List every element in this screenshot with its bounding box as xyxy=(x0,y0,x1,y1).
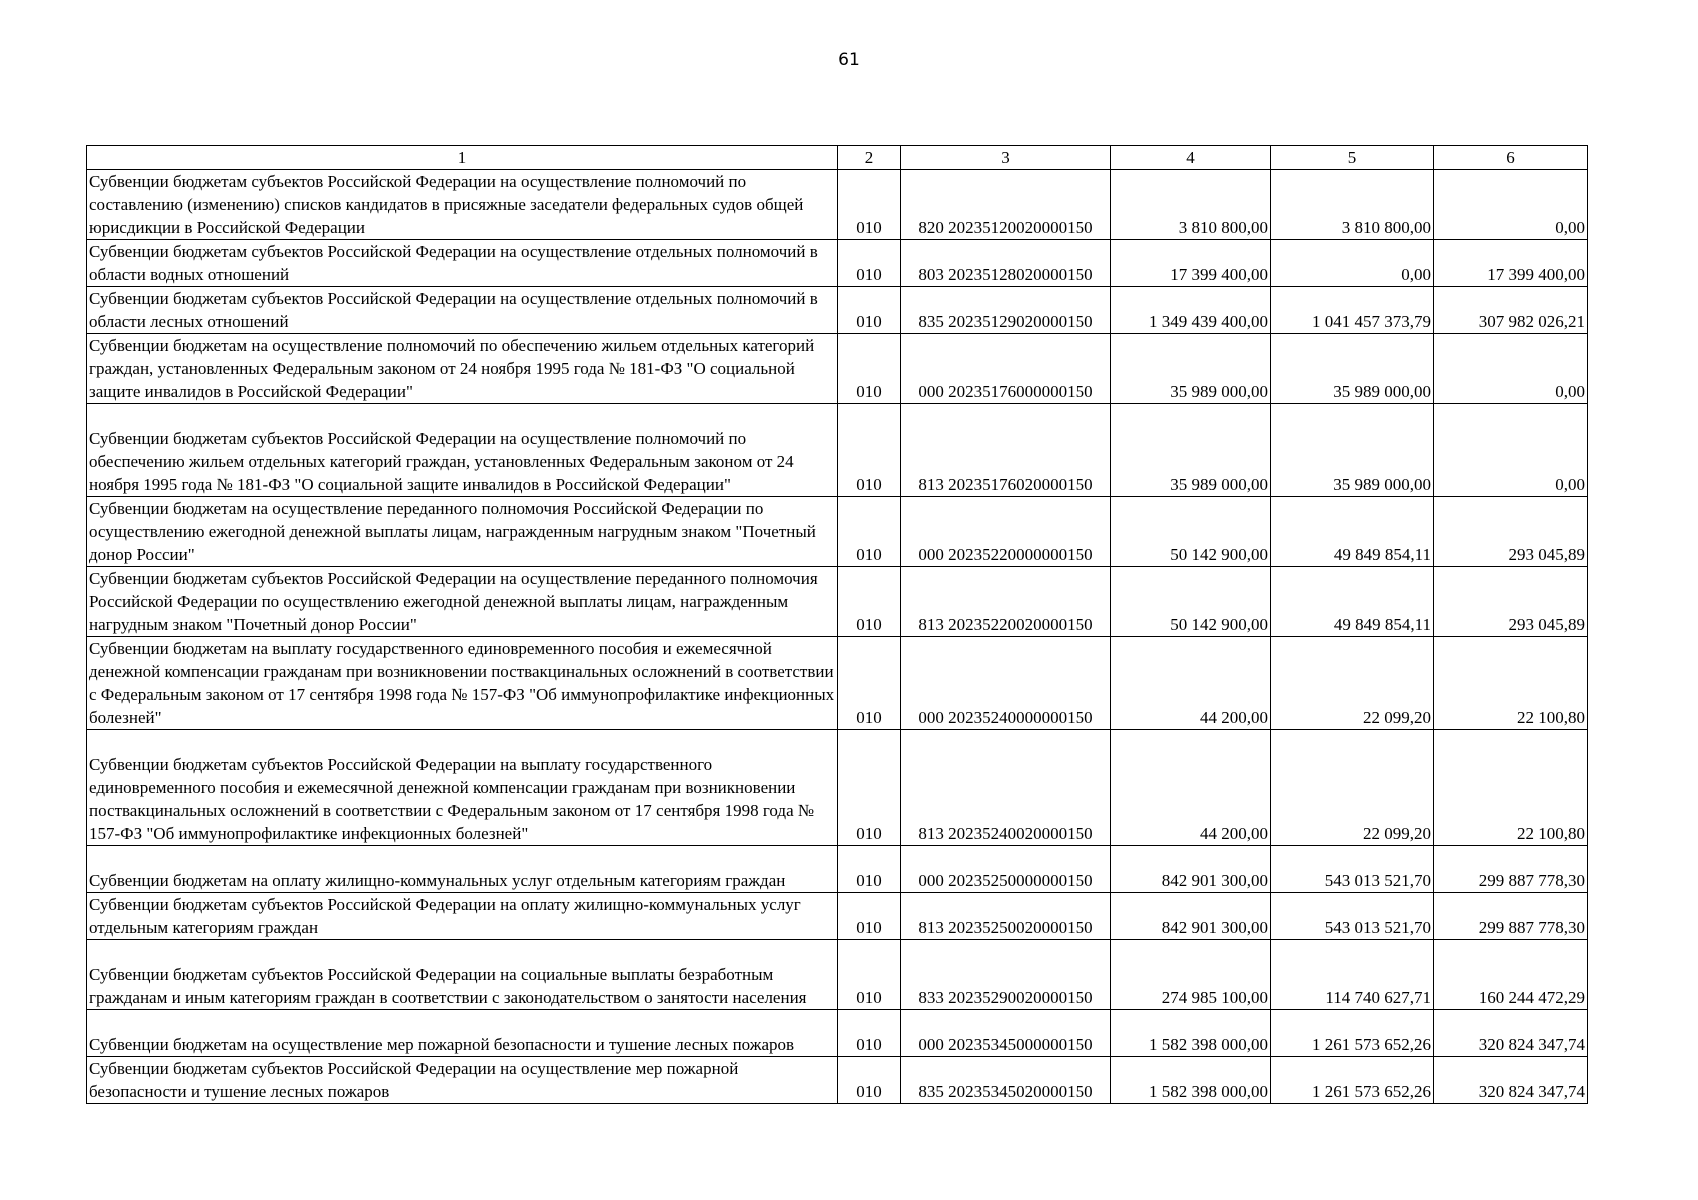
row-line-code: 010 xyxy=(838,893,901,940)
row-approved-amount: 44 200,00 xyxy=(1111,637,1271,730)
row-budget-code: 813 20235250020000150 xyxy=(901,893,1111,940)
row-line-code: 010 xyxy=(838,334,901,404)
row-line-code: 010 xyxy=(838,497,901,567)
row-description: Субвенции бюджетам на осуществление переданного полномочия Российской Федерации по осуществлению ежегодной денежной выплаты лицам, награжденным нагрудным знаком "Почетный донор России" xyxy=(87,497,838,567)
row-budget-code: 000 20235220000000150 xyxy=(901,497,1111,567)
row-approved-amount: 44 200,00 xyxy=(1111,730,1271,846)
row-remaining-amount: 22 100,80 xyxy=(1434,637,1588,730)
table-row xyxy=(87,170,1588,240)
row-budget-code: 820 20235120020000150 xyxy=(901,170,1111,240)
row-line-code: 010 xyxy=(838,637,901,730)
row-remaining-amount: 299 887 778,30 xyxy=(1434,893,1588,940)
row-budget-code: 813 20235240020000150 xyxy=(901,730,1111,846)
column-header: 5 xyxy=(1271,146,1434,170)
table-row xyxy=(87,1057,1588,1104)
row-budget-code: 000 20235250000000150 xyxy=(901,846,1111,893)
row-line-code: 010 xyxy=(838,404,901,497)
row-approved-amount: 1 349 439 400,00 xyxy=(1111,287,1271,334)
row-description: Субвенции бюджетам субъектов Российской Федерации на выплату государственного единовременного пособия и ежемесячной денежной компенсации гражданам при возникновении поствакцинальных осложнений в соответствии с Федеральным законом от 17 сентября 1998 года № 157-ФЗ "Об иммунопрофилактике инфекционных болезней" xyxy=(87,730,838,846)
row-budget-code: 000 20235345000000150 xyxy=(901,1010,1111,1057)
row-executed-amount: 114 740 627,71 xyxy=(1271,940,1434,1010)
row-description: Субвенции бюджетам на выплату государственного единовременного пособия и ежемесячной денежной компенсации гражданам при возникновении поствакцинальных осложнений в соответствии с Федеральным законом от 17 сентября 1998 года № 157-ФЗ "Об иммунопрофилактике инфекционных болезней" xyxy=(87,637,838,730)
row-line-code: 010 xyxy=(838,170,901,240)
row-description: Субвенции бюджетам субъектов Российской Федерации на осуществление полномочий по составлению (изменению) списков кандидатов в присяжные заседатели федеральных судов общей юрисдикции в Российской Федерации xyxy=(87,170,838,240)
row-budget-code: 835 20235345020000150 xyxy=(901,1057,1111,1104)
row-executed-amount: 1 261 573 652,26 xyxy=(1271,1057,1434,1104)
row-executed-amount: 22 099,20 xyxy=(1271,730,1434,846)
row-remaining-amount: 293 045,89 xyxy=(1434,567,1588,637)
table-row xyxy=(87,730,1588,846)
row-description: Субвенции бюджетам субъектов Российской Федерации на осуществление мер пожарной безопасности и тушение лесных пожаров xyxy=(87,1057,838,1104)
row-approved-amount: 842 901 300,00 xyxy=(1111,893,1271,940)
row-executed-amount: 1 041 457 373,79 xyxy=(1271,287,1434,334)
row-executed-amount: 35 989 000,00 xyxy=(1271,404,1434,497)
row-budget-code: 000 20235240000000150 xyxy=(901,637,1111,730)
row-executed-amount: 543 013 521,70 xyxy=(1271,893,1434,940)
column-header: 1 xyxy=(87,146,838,170)
table-row xyxy=(87,287,1588,334)
row-description: Субвенции бюджетам субъектов Российской Федерации на осуществление полномочий по обеспечению жильем отдельных категорий граждан, установленных Федеральным законом от 24 ноября 1995 года № 181-ФЗ "О социальной защите инвалидов в Российской Федерации" xyxy=(87,404,838,497)
row-remaining-amount: 0,00 xyxy=(1434,404,1588,497)
row-line-code: 010 xyxy=(838,1010,901,1057)
table-row xyxy=(87,940,1588,1010)
row-budget-code: 813 20235176020000150 xyxy=(901,404,1111,497)
table-row xyxy=(87,404,1588,497)
row-remaining-amount: 22 100,80 xyxy=(1434,730,1588,846)
table-header-row xyxy=(87,146,1588,170)
table-row xyxy=(87,637,1588,730)
row-executed-amount: 22 099,20 xyxy=(1271,637,1434,730)
row-description: Субвенции бюджетам на осуществление полномочий по обеспечению жильем отдельных категорий граждан, установленных Федеральным законом от 24 ноября 1995 года № 181-ФЗ "О социальной защите инвалидов в Российской Федерации" xyxy=(87,334,838,404)
table-row xyxy=(87,1010,1588,1057)
row-remaining-amount: 0,00 xyxy=(1434,170,1588,240)
row-remaining-amount: 307 982 026,21 xyxy=(1434,287,1588,334)
row-description: Субвенции бюджетам на оплату жилищно-коммунальных услуг отдельным категориям граждан xyxy=(87,846,838,893)
row-description: Субвенции бюджетам субъектов Российской Федерации на социальные выплаты безработным гражданам и иным категориям граждан в соответствии с законодательством о занятости населения xyxy=(87,940,838,1010)
row-budget-code: 833 20235290020000150 xyxy=(901,940,1111,1010)
row-description: Субвенции бюджетам на осуществление мер пожарной безопасности и тушение лесных пожаров xyxy=(87,1010,838,1057)
row-remaining-amount: 0,00 xyxy=(1434,334,1588,404)
table-row xyxy=(87,846,1588,893)
row-executed-amount: 49 849 854,11 xyxy=(1271,497,1434,567)
row-approved-amount: 17 399 400,00 xyxy=(1111,240,1271,287)
row-description: Субвенции бюджетам субъектов Российской Федерации на осуществление переданного полномочия Российской Федерации по осуществлению ежегодной денежной выплаты лицам, награжденным нагрудным знаком "Почетный донор России" xyxy=(87,567,838,637)
row-budget-code: 803 20235128020000150 xyxy=(901,240,1111,287)
row-remaining-amount: 17 399 400,00 xyxy=(1434,240,1588,287)
row-approved-amount: 35 989 000,00 xyxy=(1111,334,1271,404)
row-budget-code: 000 20235176000000150 xyxy=(901,334,1111,404)
row-approved-amount: 3 810 800,00 xyxy=(1111,170,1271,240)
row-approved-amount: 1 582 398 000,00 xyxy=(1111,1057,1271,1104)
row-executed-amount: 3 810 800,00 xyxy=(1271,170,1434,240)
row-budget-code: 835 20235129020000150 xyxy=(901,287,1111,334)
table-row xyxy=(87,893,1588,940)
row-executed-amount: 35 989 000,00 xyxy=(1271,334,1434,404)
row-line-code: 010 xyxy=(838,1057,901,1104)
table-row xyxy=(87,240,1588,287)
row-executed-amount: 0,00 xyxy=(1271,240,1434,287)
row-executed-amount: 543 013 521,70 xyxy=(1271,846,1434,893)
row-line-code: 010 xyxy=(838,287,901,334)
row-line-code: 010 xyxy=(838,730,901,846)
row-remaining-amount: 293 045,89 xyxy=(1434,497,1588,567)
row-description: Субвенции бюджетам субъектов Российской Федерации на оплату жилищно-коммунальных услуг отдельным категориям граждан xyxy=(87,893,838,940)
row-approved-amount: 50 142 900,00 xyxy=(1111,497,1271,567)
row-remaining-amount: 160 244 472,29 xyxy=(1434,940,1588,1010)
row-approved-amount: 274 985 100,00 xyxy=(1111,940,1271,1010)
row-executed-amount: 1 261 573 652,26 xyxy=(1271,1010,1434,1057)
row-remaining-amount: 320 824 347,74 xyxy=(1434,1010,1588,1057)
row-line-code: 010 xyxy=(838,846,901,893)
row-line-code: 010 xyxy=(838,567,901,637)
column-header: 3 xyxy=(901,146,1111,170)
row-description: Субвенции бюджетам субъектов Российской Федерации на осуществление отдельных полномочий в области лесных отношений xyxy=(87,287,838,334)
row-line-code: 010 xyxy=(838,940,901,1010)
page-number: 61 xyxy=(838,50,860,70)
row-description: Субвенции бюджетам субъектов Российской Федерации на осуществление отдельных полномочий в области водных отношений xyxy=(87,240,838,287)
row-approved-amount: 50 142 900,00 xyxy=(1111,567,1271,637)
column-header: 6 xyxy=(1434,146,1588,170)
row-remaining-amount: 320 824 347,74 xyxy=(1434,1057,1588,1104)
row-line-code: 010 xyxy=(838,240,901,287)
budget-execution-table xyxy=(86,145,1588,1104)
table-row xyxy=(87,497,1588,567)
row-remaining-amount: 299 887 778,30 xyxy=(1434,846,1588,893)
row-approved-amount: 842 901 300,00 xyxy=(1111,846,1271,893)
column-header: 2 xyxy=(838,146,901,170)
column-header: 4 xyxy=(1111,146,1271,170)
row-approved-amount: 35 989 000,00 xyxy=(1111,404,1271,497)
table-row xyxy=(87,334,1588,404)
row-budget-code: 813 20235220020000150 xyxy=(901,567,1111,637)
row-executed-amount: 49 849 854,11 xyxy=(1271,567,1434,637)
table-row xyxy=(87,567,1588,637)
row-approved-amount: 1 582 398 000,00 xyxy=(1111,1010,1271,1057)
